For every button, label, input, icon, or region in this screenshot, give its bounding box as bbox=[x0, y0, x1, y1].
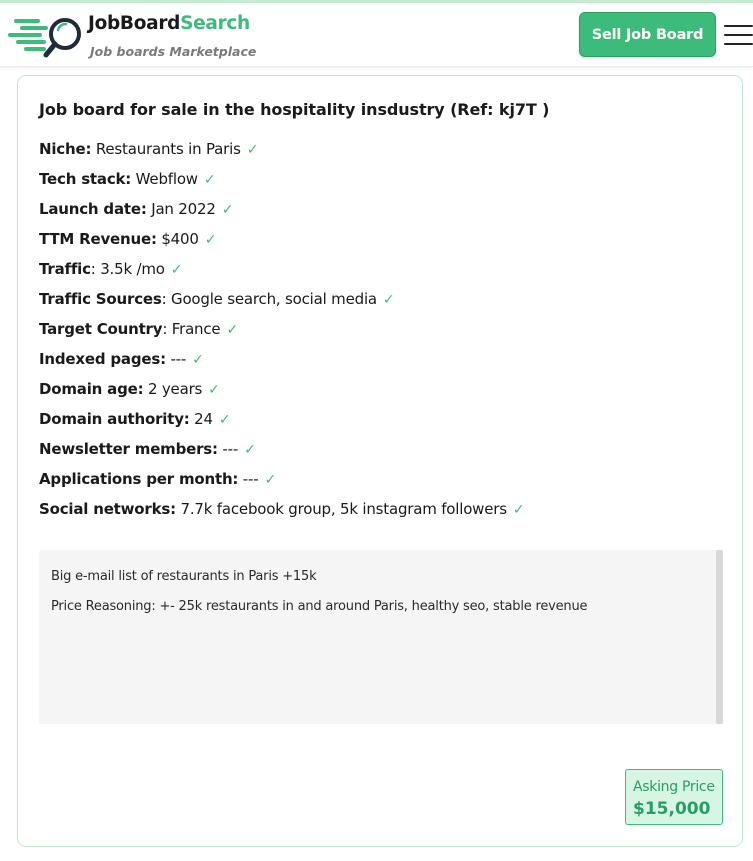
spec-value: 2 years bbox=[147, 380, 203, 398]
site-header bbox=[0, 3, 753, 67]
spec-row bbox=[39, 288, 524, 318]
spec-row bbox=[39, 168, 524, 198]
spec-row bbox=[39, 408, 524, 438]
spec-label: Social networks: bbox=[39, 500, 176, 518]
spec-row bbox=[39, 228, 524, 258]
check-icon: ✓ bbox=[218, 412, 231, 428]
spec-row bbox=[39, 348, 524, 378]
spec-value: --- bbox=[222, 440, 239, 458]
spec-value: --- bbox=[170, 350, 187, 368]
asking-price-badge bbox=[625, 769, 723, 825]
check-icon: ✓ bbox=[192, 352, 204, 368]
spec-value: $400 bbox=[161, 230, 199, 248]
spec-row bbox=[39, 498, 524, 528]
check-icon: ✓ bbox=[204, 232, 217, 248]
check-icon: ✓ bbox=[221, 202, 234, 218]
notes-box[interactable] bbox=[39, 550, 723, 724]
spec-value: : France bbox=[162, 320, 221, 338]
spec-label: Launch date: bbox=[39, 200, 147, 218]
spec-value: Jan 2022 bbox=[151, 200, 216, 218]
spec-value: Restaurants in Paris bbox=[95, 140, 241, 158]
spec-label: Target Country bbox=[39, 320, 163, 338]
spec-label: Applications per month: bbox=[39, 470, 239, 488]
check-icon: ✓ bbox=[244, 442, 256, 458]
check-icon: ✓ bbox=[264, 472, 276, 488]
spec-label: Traffic Sources bbox=[39, 290, 162, 308]
spec-label: Indexed pages: bbox=[39, 350, 166, 368]
brand-name[interactable] bbox=[88, 13, 250, 34]
listing-title: Job board for sale in the hospitality insdustry (Ref: kj7T ) bbox=[39, 100, 550, 119]
spec-label: Niche: bbox=[39, 140, 92, 158]
brand-tagline: Job boards Marketplace bbox=[90, 44, 257, 59]
spec-row bbox=[39, 438, 524, 468]
spec-value: : 3.5k /mo bbox=[90, 260, 165, 278]
notes-scrollbar[interactable] bbox=[716, 550, 723, 724]
spec-value: : Google search, social media bbox=[161, 290, 377, 308]
sell-job-board-button[interactable]: Sell Job Board bbox=[579, 12, 716, 57]
spec-value: 7.7k facebook group, 5k instagram followers bbox=[180, 500, 507, 518]
spec-list bbox=[39, 138, 524, 528]
spec-label: TTM Revenue: bbox=[39, 230, 157, 248]
spec-row bbox=[39, 138, 524, 168]
check-icon: ✓ bbox=[208, 382, 220, 398]
hamburger-menu-icon[interactable] bbox=[724, 23, 753, 47]
brand-name-part2: Search bbox=[180, 13, 250, 34]
spec-row bbox=[39, 258, 524, 288]
spec-label: Newsletter members: bbox=[39, 440, 218, 458]
spec-row bbox=[39, 198, 524, 228]
spec-value: --- bbox=[242, 470, 259, 488]
spec-row bbox=[39, 468, 524, 498]
logo-magnifier-icon[interactable] bbox=[8, 15, 84, 59]
spec-label: Domain authority: bbox=[39, 410, 190, 428]
asking-price-value: $15,000 bbox=[633, 799, 711, 819]
note-line: Big e-mail list of restaurants in Paris +15k bbox=[51, 569, 317, 584]
note-line: Price Reasoning: +- 25k restaurants in and around Paris, healthy seo, stable revenue bbox=[51, 599, 588, 614]
spec-row bbox=[39, 318, 524, 348]
spec-row bbox=[39, 378, 524, 408]
asking-price-label: Asking Price bbox=[633, 779, 715, 795]
check-icon: ✓ bbox=[203, 172, 216, 188]
check-icon: ✓ bbox=[246, 142, 259, 158]
check-icon: ✓ bbox=[170, 262, 183, 278]
check-icon: ✓ bbox=[512, 502, 525, 518]
brand-name-part1: JobBoard bbox=[88, 13, 181, 34]
listing-card bbox=[17, 75, 743, 847]
check-icon: ✓ bbox=[382, 292, 395, 308]
spec-label: Traffic bbox=[39, 260, 91, 278]
spec-value: Webflow bbox=[135, 170, 198, 188]
check-icon: ✓ bbox=[226, 322, 238, 338]
spec-label: Domain age: bbox=[39, 380, 144, 398]
spec-value: 24 bbox=[194, 410, 213, 428]
spec-label: Tech stack: bbox=[39, 170, 132, 188]
